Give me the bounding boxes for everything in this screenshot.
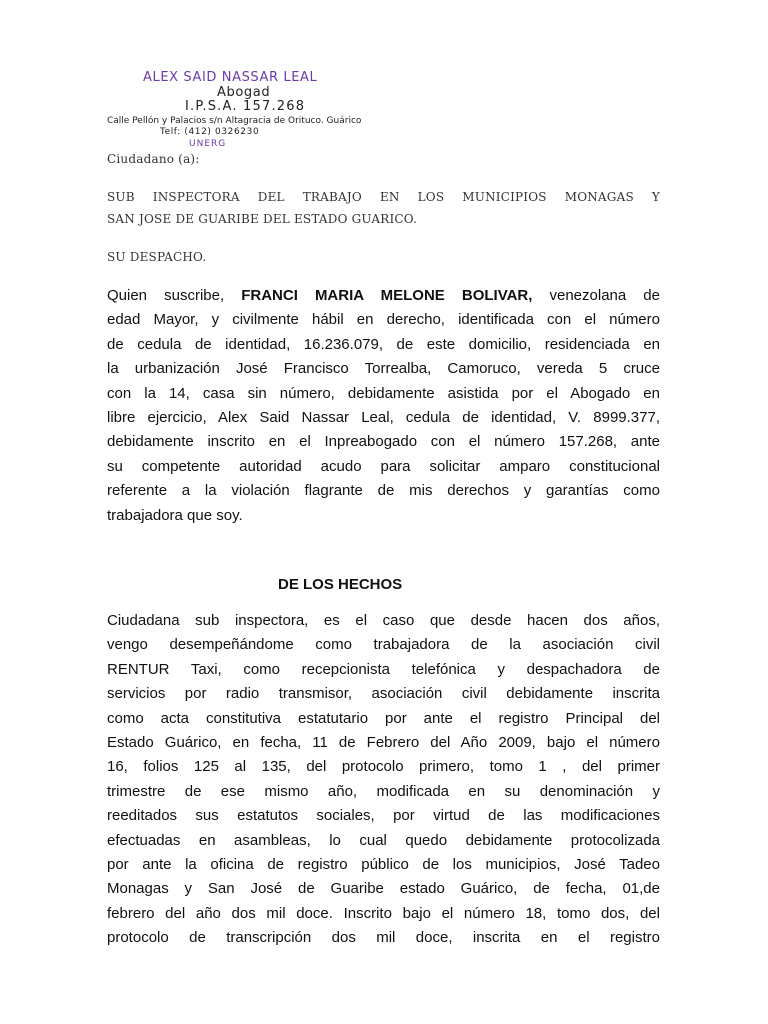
paragraph-line: RENTUR Taxi, como recepcionista telefónica y despachadora de [107,660,660,678]
paragraph-line: Monagas y San José de Guaribe estado Guárico, de fecha, 01,de [107,880,660,898]
paragraph-line: Estado Guárico, en fecha, 11 de Febrero del Año 2009, bajo el número [107,734,660,752]
paragraph-intro [107,284,660,528]
intro-text: Quien suscribe, [107,287,242,304]
paragraph-line: protocolo de transcripción dos mil doce, inscrita en el registro [107,929,660,947]
paragraph-line: 16, folios 125 al 135, del protocolo primero, tomo 1 , del primer [107,758,660,776]
paragraph-line: referente a la violación flagrante de mis derechos y garantías como [107,482,660,500]
paragraph-line: efectuadas en asambleas, lo cual quedo debidamente protocolizada [107,831,660,849]
paragraph-line: vengo desempeñándome como trabajadora de la asociación civil [107,636,660,654]
paragraph-line: de cedula de identidad, 16.236.079, de este domicilio, residenciada en [107,335,660,353]
paragraph-line: su competente autoridad acudo para solicitar amparo constitucional [107,457,660,475]
paragraph-line: debidamente inscrito en el Inpreabogado con el número 157.268, ante [107,433,660,451]
lawyer-title: Abogad [217,85,271,100]
intro-rest: venezolana de [532,287,660,304]
paragraph-line: edad Mayor, y civilmente hábil en derecho, identificada con el número [107,311,660,329]
paragraph-line: como acta constitutiva estatutario por ante el registro Principal del [107,709,660,727]
paragraph-line: Ciudadana sub inspectora, es el caso que desde hacen dos años, [107,612,660,629]
salutation: Ciudadano (a): [107,152,200,166]
lawyer-ipsa-number: I.P.S.A. 157.268 [185,99,306,114]
lawyer-phone: Telf: (412) 0326230 [160,127,260,137]
addressee-line: SAN JOSE DE GUARIBE DEL ESTADO GUARICO. [107,212,418,226]
paragraph-line: febrero del año dos mil doce. Inscrito bajo el número 18, tomo dos, del [107,904,660,922]
lawyer-address: Calle Pellón y Palacios s/n Altagracia de Orituco. Guárico [107,116,362,126]
paragraph-line: reeditados sus estatutos sociales, por virtud de las modificaciones [107,807,660,825]
addressee-line: SUB INSPECTORA DEL TRABAJO EN LOS MUNICIPIOS MONAGAS Y [107,190,660,204]
addressee [107,186,660,230]
paragraph-line: con la 14, casa sin número, debidamente asistida por el Abogado en [107,384,660,402]
paragraph-line: trimestre de ese mismo año, modificada en su denominación y [107,782,660,800]
applicant-name: FRANCI MARIA MELONE BOLIVAR, [241,287,533,304]
section-heading: DE LOS HECHOS [278,576,403,593]
lawyer-university: UNERG [189,139,227,149]
paragraph-line: trabajadora que soy. [107,506,243,524]
paragraph-line [107,284,660,308]
lawyer-name: ALEX SAID NASSAR LEAL [143,70,318,85]
su-despacho: SU DESPACHO. [107,250,207,264]
paragraph-line: la urbanización José Francisco Torrealba, Camoruco, vereda 5 cruce [107,360,660,378]
paragraph-facts [107,609,660,951]
paragraph-line: libre ejercicio, Alex Said Nassar Leal, cedula de identidad, V. 8999.377, [107,409,660,427]
paragraph-line: por ante la oficina de registro público de los municipios, José Tadeo [107,856,660,874]
paragraph-line: servicios por radio transmisor, asociación civil debidamente inscrita [107,685,660,703]
